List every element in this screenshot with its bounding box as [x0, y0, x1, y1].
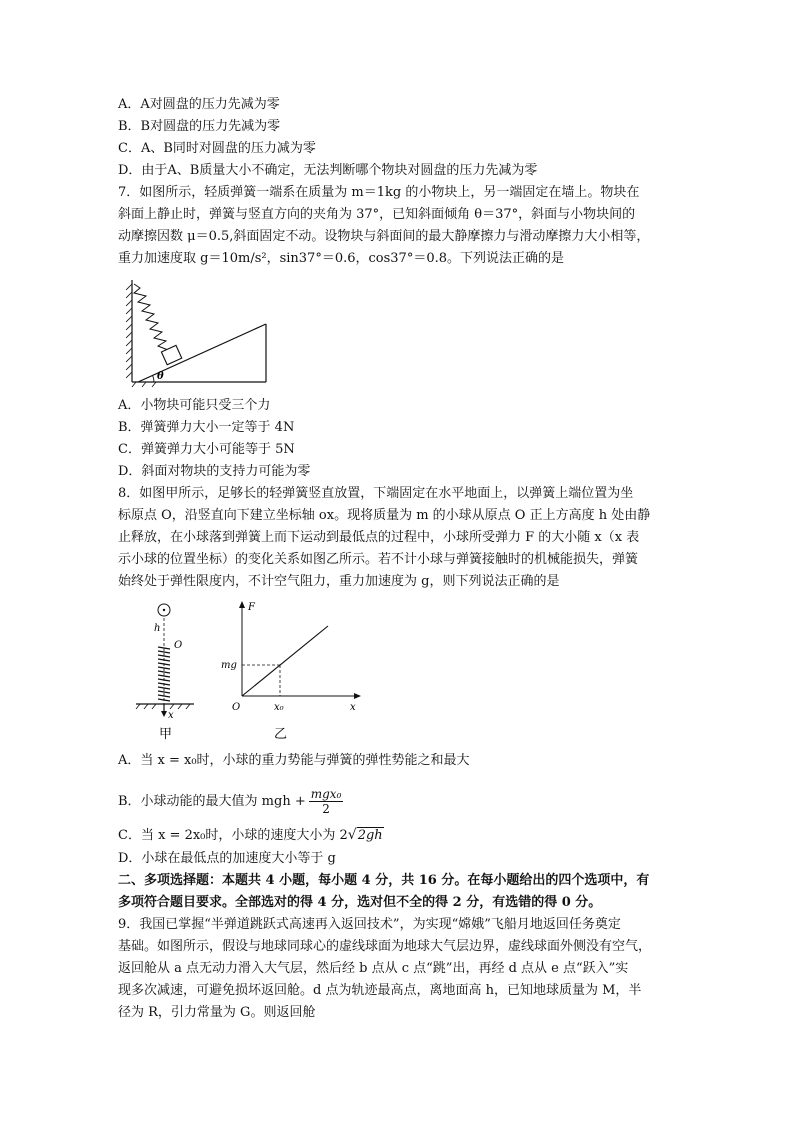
q8-option-c: C．当 x = 2x₀时，小球的速度大小为 2√2gh [118, 827, 383, 843]
q7-stem-line-3: 动摩擦因数 μ＝0.5,斜面固定不动。设物块与斜面间的最大静摩擦力与滑动摩擦力大小相等， [118, 229, 650, 244]
q8-stem-line-4: 示小球的位置坐标）的变化关系如图乙所示。若不计小球与弹簧接触时的机械能损失，弹簧 [118, 552, 639, 567]
caption-jia: 甲 [159, 727, 173, 740]
q7-incline-figure [124, 276, 274, 388]
q8-spring-figure-jia [128, 598, 208, 740]
q9-line-1: 9．我国已掌握“半弹道跳跃式高速再入返回技术”，为实现“嫦娥”飞船月地返回任务奠定 [118, 917, 621, 932]
fraction-denominator: 2 [322, 802, 330, 816]
q9-line-4: 现多次减速，可避免损坏返回舱。d 点为轨迹最高点，离地面高 h，已知地球质量为 M，半 [118, 983, 642, 998]
x0-label: x₀ [274, 702, 284, 713]
q6-option-d: D．由于A、B质量大小不确定，无法判断哪个物块对圆盘的压力先减为零 [118, 163, 538, 178]
q7-stem-line-1: 7．如图所示，轻质弹簧一端系在质量为 m＝1kg 的小物块上，另一端固定在墙上。物块在 [118, 185, 640, 200]
x-label: x [168, 710, 174, 721]
q8-option-a: A．当 x = x₀时，小球的重力势能与弹簧的弹性势能之和最大 [118, 753, 470, 768]
q7-option-a: A．小物块可能只受三个力 [118, 398, 271, 413]
h-label: h [154, 623, 161, 634]
q6-option-c: C．A、B同时对圆盘的压力减为零 [118, 141, 316, 156]
fraction-numerator: mgx₀ [310, 787, 342, 801]
mg-label: mg [221, 660, 237, 671]
q7-option-d: D．斜面对物块的支持力可能为零 [118, 464, 311, 479]
x-label: x [350, 702, 356, 713]
wall-hatching [126, 284, 132, 378]
q8-option-c-prefix: C．当 x = 2x₀时，小球的速度大小为 2 [118, 828, 348, 843]
q9-line-3: 返回舱从 a 点无动力滑入大气层，然后经 b 点从 c 点“跳”出，再经 d 点从 e 点“跃入”实 [118, 961, 629, 976]
caption-yi: 乙 [274, 727, 288, 740]
q8-stem-line-1: 8．如图甲所示，足够长的轻弹簧竖直放置，下端固定在水平地面上，以弹簧上端位置为坐 [118, 486, 634, 501]
section2-header-line-1: 二、多项选择题：本题共 4 小题，每小题 4 分，共 16 分。在每小题给出的四个选项中，有 [118, 873, 650, 888]
sqrt-content: 2gh [357, 828, 383, 843]
origin-label: O [232, 702, 241, 713]
q9-line-5: 径为 R，引力常量为 G。则返回舱 [118, 1005, 316, 1020]
fraction [309, 787, 344, 816]
q8-stem-line-2: 标原点 O，沿竖直向下建立坐标轴 ox。现将质量为 m 的小球从原点 O 正上方高度 h 处由静 [118, 508, 651, 523]
q7-option-b: B．弹簧弹力大小一定等于 4N [118, 420, 295, 435]
q7-option-c: C．弹簧弹力大小可能等于 5N [118, 442, 295, 457]
q9-line-2: 基础。如图所示，假设与地球同球心的虚线球面为地球大气层边界，虚线球面外侧没有空气， [118, 939, 652, 954]
q8-stem-line-5: 始终处于弹性限度内，不计空气阻力，重力加速度为 g，则下列说法正确的是 [118, 574, 560, 589]
o-label: O [174, 640, 183, 651]
angle-arc [153, 375, 154, 382]
force-line [242, 626, 328, 696]
f-label: F [248, 602, 255, 613]
q8-graph-yi [218, 598, 368, 740]
q8-option-b [118, 787, 343, 816]
q8-stem-line-3: 止释放，在小球落到弹簧上而下运动到最低点的过程中，小球所受弹力 F 的大小随 x（x 表 [118, 530, 640, 545]
x-arrow [161, 711, 167, 717]
spring [134, 284, 168, 350]
q7-stem-line-2: 斜面上静止时，弹簧与竖直方向的夹角为 37°，已知斜面倾角 θ＝37°，斜面与小物块间的 [118, 207, 636, 222]
q6-option-b: B．B对圆盘的压力先减为零 [118, 119, 281, 134]
section2-header-line-2: 多项符合题目要求。全部选对的得 4 分，选对但不全的得 2 分，有选错的得 0 分。 [118, 895, 602, 910]
q8-option-b-prefix: B．小球动能的最大值为 mgh + [118, 793, 306, 809]
ground-hatching [132, 382, 156, 387]
q8-option-d: D．小球在最低点的加速度大小等于 g [118, 851, 336, 866]
theta-label: θ [157, 371, 164, 382]
q7-stem-line-4: 重力加速度取 g＝10m/s²，sin37°＝0.6，cos37°＝0.8。下列说法正确的是 [118, 251, 564, 266]
q6-option-a: A．A对圆盘的压力先减为零 [118, 97, 280, 112]
